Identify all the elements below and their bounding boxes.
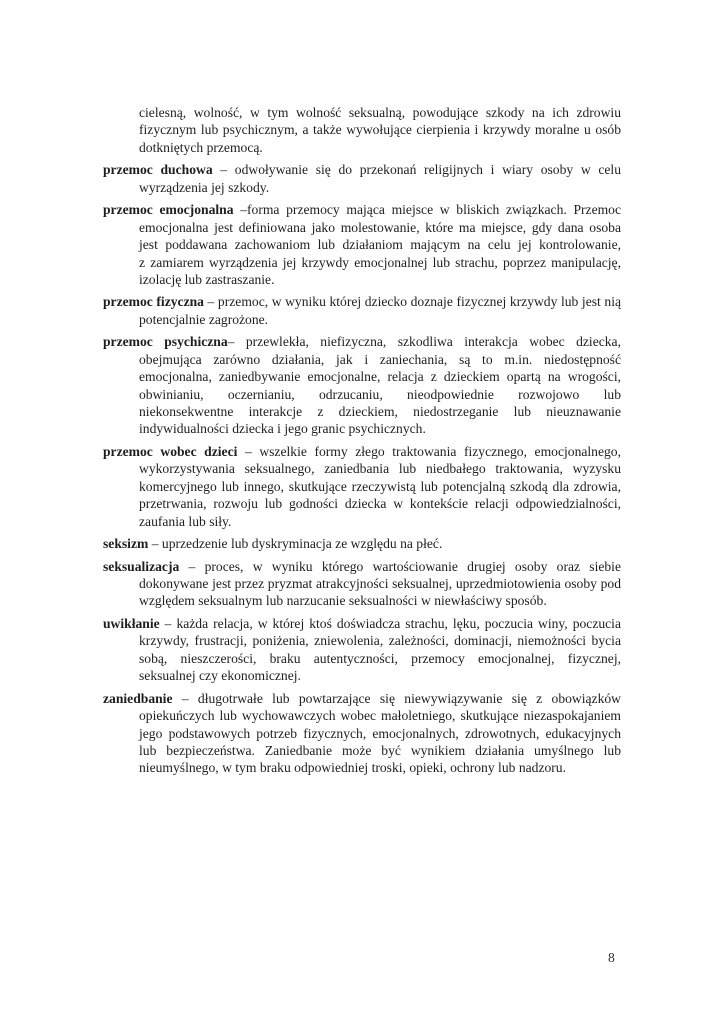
definition-text: wyrządzenia jej szkody. bbox=[139, 179, 270, 195]
text-line bbox=[103, 293, 621, 310]
definition-text: – odwoływanie się do przekonań religijnych i wiary osoby w celu bbox=[212, 162, 621, 178]
text-line bbox=[103, 650, 621, 667]
definition-text: emocjonalna jest definiowana jako molestowanie, które ma miejsce, gdy dana osoba bbox=[139, 219, 621, 235]
text-line bbox=[103, 443, 621, 460]
glossary-entry bbox=[103, 535, 621, 552]
text-line bbox=[103, 139, 621, 156]
definition-text: – każda relacja, w której ktoś doświadcza strachu, lęku, poczucia winy, poczucia bbox=[159, 616, 621, 632]
text-line bbox=[103, 254, 621, 271]
text-line bbox=[103, 759, 621, 776]
text-line bbox=[103, 460, 621, 477]
text-line bbox=[103, 403, 621, 420]
text-line bbox=[103, 179, 621, 196]
glossary-entry bbox=[103, 201, 621, 288]
glossary-entry bbox=[103, 558, 621, 610]
glossary-term: uwikłanie bbox=[103, 616, 160, 632]
glossary-term: przemoc duchowa bbox=[103, 162, 213, 178]
definition-text: sobą, nieszczerości, braku autentyczności, przemocy emocjonalnej, fizycznej, bbox=[139, 650, 621, 666]
definition-text: nieumyślnego, w tym braku odpowiedniej troski, opieki, ochrony lub nadzoru. bbox=[139, 760, 566, 776]
text-line bbox=[103, 333, 621, 350]
text-line bbox=[103, 742, 621, 759]
definition-text: jego podstawowych potrzeb fizycznych, emocjonalnych, zdrowotnych, edukacyjnych bbox=[139, 725, 621, 741]
definition-text: krzywdy, frustracji, poniżenia, zniewolenia, zależności, dominacji, niemożności bycia bbox=[139, 633, 621, 649]
definition-text: dotkniętych przemocą. bbox=[139, 139, 263, 155]
definition-text: z zamiarem wyrządzenia jej krzywdy emocjonalnej lub strachu, poprzez manipulację, bbox=[139, 254, 621, 270]
definition-text: wykorzystywania seksualnego, zaniedbania lub niedbałego traktowania, wyzysku bbox=[139, 461, 621, 477]
glossary-term: przemoc psychiczna bbox=[103, 334, 228, 350]
definition-text: izolację lub zastraszanie. bbox=[139, 271, 275, 287]
glossary-entry bbox=[103, 615, 621, 685]
definition-text: niekonsekwentne interakcje z dzieckiem, niedostrzeganie lub nieuznawanie bbox=[139, 404, 621, 419]
text-line bbox=[103, 121, 621, 138]
text-line bbox=[103, 725, 621, 742]
definition-text: zaufania lub siły. bbox=[139, 513, 232, 529]
definition-text: przetrwania, rozwoju lub godności dziecka w kontekście relacji odpowiedzialności, bbox=[139, 496, 621, 512]
definition-text: fizycznym lub psychicznym, a także wywołujące cierpienia i krzywdy moralne u osób bbox=[139, 122, 621, 138]
glossary-entry bbox=[103, 443, 621, 530]
text-line bbox=[103, 558, 621, 575]
text-line bbox=[103, 368, 621, 385]
glossary-continuation bbox=[103, 104, 621, 156]
text-line bbox=[103, 271, 621, 288]
definition-text: – wszelkie formy złego traktowania fizycznego, emocjonalnego, bbox=[237, 443, 621, 459]
definition-text: – proces, w wyniku którego wartościowanie drugiej osoby oraz siebie bbox=[179, 558, 621, 574]
definition-text: opiekuńczych lub wychowawczych wobec małoletniego, skutkujące niezaspokajaniem bbox=[139, 708, 621, 724]
text-line bbox=[103, 535, 621, 552]
definition-text: indywidualności dziecka i jego granic psychicznych. bbox=[139, 421, 426, 437]
text-line bbox=[103, 513, 621, 530]
text-line bbox=[103, 351, 621, 368]
page-number: 8 bbox=[608, 950, 615, 965]
text-line bbox=[103, 219, 621, 236]
glossary-term: przemoc emocjonalna bbox=[103, 202, 234, 218]
definition-text: – przemoc, w wyniku której dziecko doznaje fizycznej krzywdy lub jest nią bbox=[203, 294, 622, 310]
text-line bbox=[103, 104, 621, 121]
glossary-entry bbox=[103, 690, 621, 777]
text-line bbox=[103, 690, 621, 707]
glossary-term: zaniedbanie bbox=[103, 690, 173, 706]
definition-text: – długotrwałe lub powtarzające się niewywiązywanie się z obowiązków bbox=[172, 690, 621, 706]
glossary-term: przemoc wobec dzieci bbox=[103, 443, 238, 459]
definition-text: – uprzedzenie lub dyskryminacja ze względu na płeć. bbox=[148, 536, 443, 552]
definition-text: potencjalnie zagrożone. bbox=[139, 311, 269, 327]
definition-text: obejmująca zarówno działania, jak i zaniechania, są to m.in. niedostępność bbox=[139, 351, 621, 367]
text-line bbox=[103, 161, 621, 178]
text-line bbox=[103, 478, 621, 495]
text-line bbox=[103, 236, 621, 253]
glossary-entry bbox=[103, 333, 621, 437]
text-line bbox=[103, 495, 621, 512]
definition-text: cielesną, wolność, w tym wolność seksualną, powodujące szkody na ich zdrowiu bbox=[139, 105, 621, 120]
glossary-entry bbox=[103, 293, 621, 328]
definition-text: jest poddawana zachowaniom lub działaniom mającym na celu jej kontrolowanie, bbox=[139, 237, 621, 253]
glossary-term: seksualizacja bbox=[103, 558, 180, 574]
definition-text: emocjonalna, zaniedbywanie emocjonalne, relacja z dzieckiem opartą na wrogości, bbox=[139, 369, 621, 385]
definition-text: – przewlekła, niefizyczna, szkodliwa interakcja wobec dziecka, bbox=[227, 334, 621, 350]
text-line bbox=[103, 575, 621, 592]
glossary-entry bbox=[103, 161, 621, 196]
glossary-term: seksizm bbox=[103, 536, 149, 552]
definition-text: obwinianiu, oczernianiu, odrzucaniu, nieodpowiednie rozwojowo lub bbox=[139, 386, 621, 402]
text-line bbox=[103, 707, 621, 724]
definition-text: komercyjnego lub innego, skutkujące rzeczywistą lub potencjalną szkodą dla zdrowia, bbox=[139, 478, 621, 494]
definition-text: –forma przemocy mająca miejsce w bliskich związkach. Przemoc bbox=[233, 202, 622, 218]
text-line bbox=[103, 311, 621, 328]
text-line bbox=[103, 386, 621, 403]
text-line bbox=[103, 592, 621, 609]
definition-text: seksualnej czy ekonomicznej. bbox=[139, 668, 301, 684]
definition-text: dokonywane jest przez pryzmat atrakcyjności seksualnej, uprzedmiotowienia osoby pod bbox=[139, 576, 621, 592]
text-line bbox=[103, 615, 621, 632]
glossary-page bbox=[103, 104, 621, 782]
definition-text: lub bezpieczeństwa. Zaniedbanie może być wynikiem działania umyślnego lub bbox=[139, 742, 621, 758]
text-line bbox=[103, 632, 621, 649]
text-line bbox=[103, 667, 621, 684]
text-line bbox=[103, 420, 621, 437]
text-line bbox=[103, 201, 621, 218]
definition-text: względem seksualnym lub narzucanie seksualności w niewłaściwy sposób. bbox=[139, 593, 547, 609]
glossary-term: przemoc fizyczna bbox=[103, 294, 204, 310]
